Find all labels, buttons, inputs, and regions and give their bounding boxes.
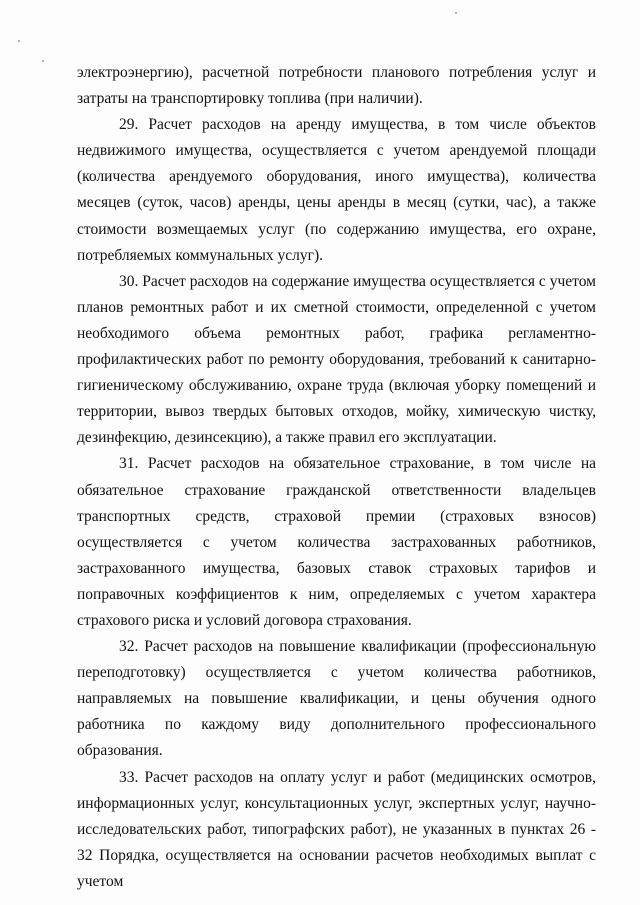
paragraph-32: 32. Расчет расходов на повышение квалификации (профессиональную переподготовку) осуществляется с учетом количества работников, направляемых на повышение квалификации, и цены обучения одного работника по каждому виду дополнительного профессионального образования.: [77, 638, 596, 760]
paragraph-continuation: электроэнергию), расчетной потребности планового потребления услуг и затраты на транспортировку топлива (при наличии).: [77, 64, 596, 108]
paragraph-31: 31. Расчет расходов на обязательное страхование, в том числе на обязательное страхование гражданской ответственности владельцев транспортных средств, страховой премии (страховых взносов) осуществляется с учетом количества застрахованных работников, застрахованного имущества, базовых ставок страховых тарифов и поправочных коэффициентов к ним, определяемых с учетом характера страхового риска и условий договора страхования.: [77, 455, 596, 629]
paragraph-33: 33. Расчет расходов на оплату услуг и работ (медицинских осмотров, информационных услуг, консультационных услуг, экспертных услуг, научно-исследовательских работ, типографских работ), не указанных в пунктах 26 - 32 Порядка, осуществляется на основании расчетов необходимых выплат с учетом: [77, 768, 596, 890]
document-body: [77, 60, 596, 895]
paragraph-29: 29. Расчет расходов на аренду имущества, в том числе объектов недвижимого имущества, осуществляется с учетом арендуемой площади (количества арендуемого оборудования, иного имущества), количества месяцев (суток, часов) аренды, цены аренды в месяц (сутки, час), а также стоимости возмещаемых услуг (по содержанию имущества, его охране, потребляемых коммунальных услуг).: [77, 116, 596, 264]
scan-speck: [455, 12, 457, 14]
paragraph-30: 30. Расчет расходов на содержание имущества осуществляется с учетом планов ремонтных работ и их сметной стоимости, определенной с учетом необходимого объема ремонтных работ, графика регламентно-профилактических работ по ремонту оборудования, требований к санитарно-гигиеническому обслуживанию, охране труда (включая уборку помещений и территории, вывоз твердых бытовых отходов, мойку, химическую чистку, дезинфекцию, дезинсекцию), а также правил его эксплуатации.: [77, 272, 596, 447]
scan-speck: [42, 60, 44, 62]
scan-speck: [18, 40, 20, 42]
